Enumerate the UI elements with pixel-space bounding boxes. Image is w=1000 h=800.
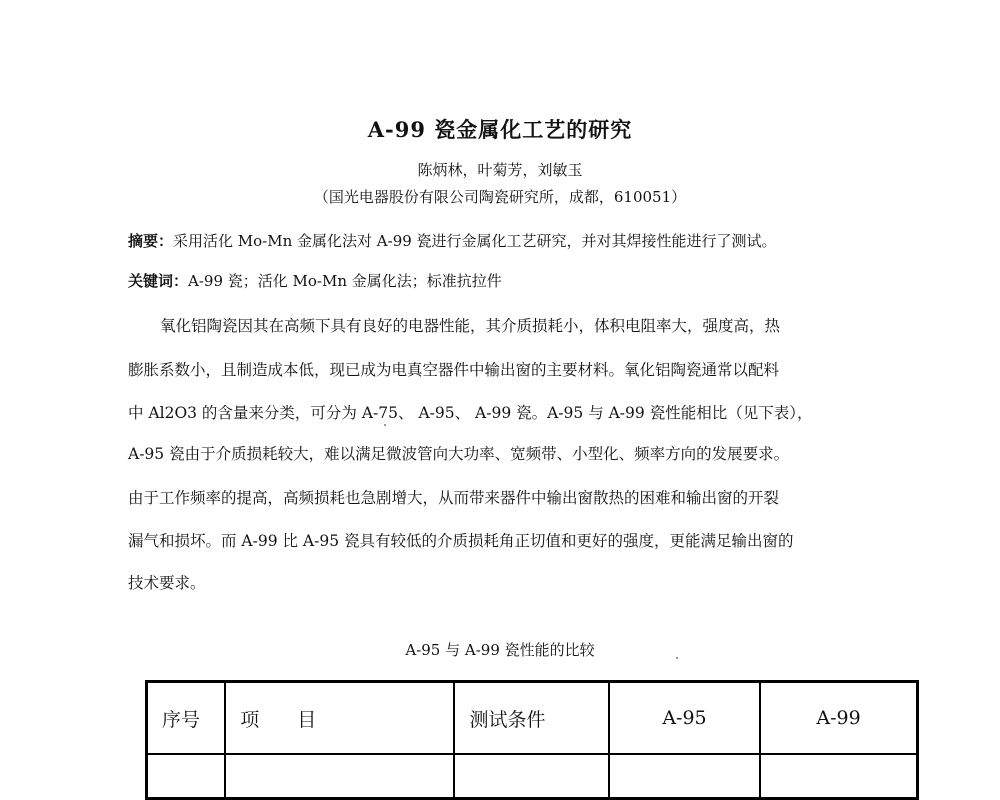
table-cell xyxy=(147,754,226,799)
body-line: A-95 瓷由于介质损耗较大，难以满足微波管向大功率、宽频带、小型化、频率方向的发展要求。 xyxy=(128,445,790,463)
body-line: 由于工作频率的提高，高频损耗也急剧增大，从而带来器件中输出窗散热的困难和输出窗的开裂 xyxy=(128,489,780,507)
body-line: 技术要求。 xyxy=(128,574,206,592)
keywords-text: A-99 瓷；活化 Mo-Mn 金属化法；标准抗拉件 xyxy=(188,272,502,290)
table-row xyxy=(147,754,918,799)
scan-speck xyxy=(676,657,678,659)
body-line: 氧化铝陶瓷因其在高频下具有良好的电器性能，其介质损耗小，体积电阻率大，强度高，热 xyxy=(160,317,781,335)
abstract-label: 摘要： xyxy=(128,232,174,250)
col-header-item: 项 目 xyxy=(225,682,454,755)
keywords xyxy=(128,270,502,291)
table-caption: A-95 与 A-99 瓷性能的比较 xyxy=(405,641,595,659)
abstract xyxy=(128,230,777,251)
body-line: 膨胀系数小，且制造成本低，现已成为电真空器件中输出窗的主要材料。氧化铝陶瓷通常以配料 xyxy=(128,361,780,379)
author-list: 陈炳林，叶菊芳，刘敏玉 xyxy=(417,161,583,179)
author-affiliation: （国光电器股份有限公司陶瓷研究所，成都，610051） xyxy=(313,188,687,206)
abstract-text: 采用活化 Mo-Mn 金属化法对 A-99 瓷进行金属化工艺研究，并对其焊接性能进行了测试。 xyxy=(173,232,777,250)
col-header-a99: A-99 xyxy=(760,682,917,755)
keywords-label: 关键词： xyxy=(128,272,189,290)
body-line: 中 Al2O3 的含量来分类，可分为 A-75、 A-95、 A-99 瓷。A-95 与 A-99 瓷性能相比（见下表）， xyxy=(128,404,813,422)
comparison-table xyxy=(145,680,919,800)
table-cell xyxy=(225,754,454,799)
col-header-test-condition: 测试条件 xyxy=(454,682,608,755)
table-cell xyxy=(454,754,608,799)
body-line: 漏气和损坏。而 A-99 比 A-95 瓷具有较低的介质损耗角正切值和更好的强度，更能满足输出窗的 xyxy=(128,532,794,550)
scan-speck xyxy=(384,424,386,426)
table-cell xyxy=(609,754,760,799)
table-header-row xyxy=(147,682,918,755)
table-cell xyxy=(760,754,917,799)
col-header-a95: A-95 xyxy=(609,682,760,755)
col-header-index: 序号 xyxy=(147,682,226,755)
paper-title: A-99 瓷金属化工艺的研究 xyxy=(367,117,633,142)
